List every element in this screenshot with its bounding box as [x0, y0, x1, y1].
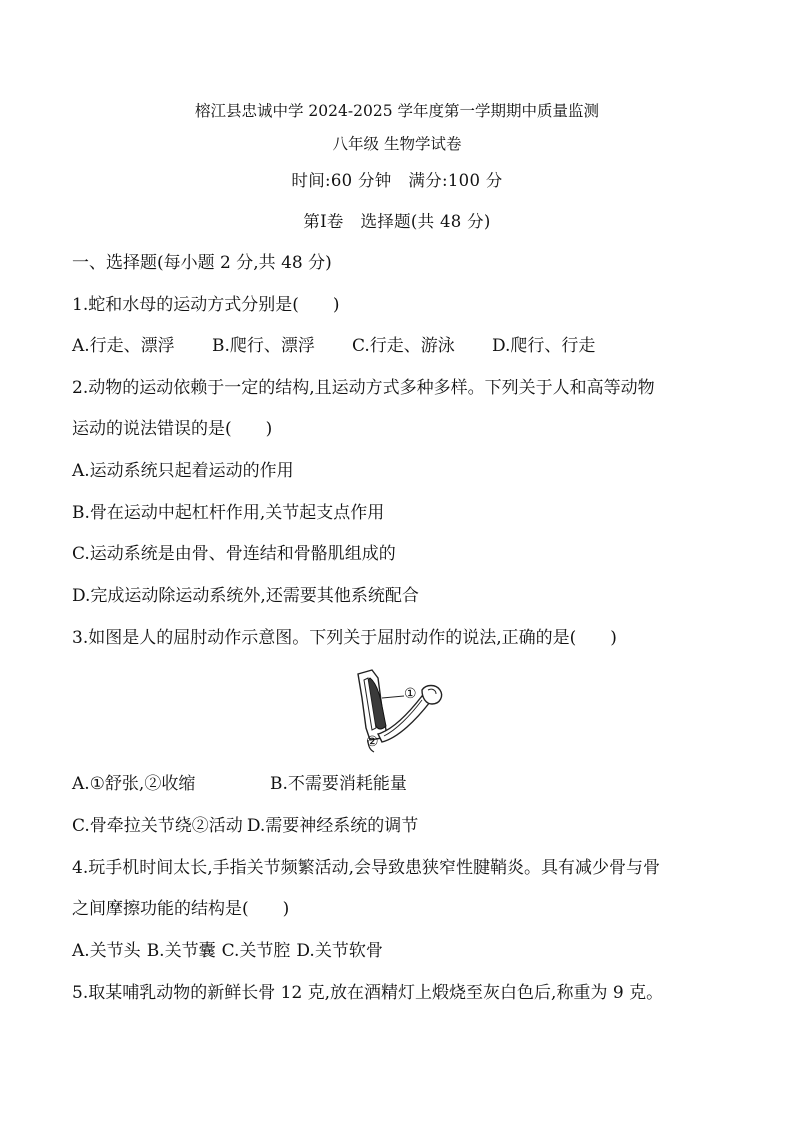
option-d: D.爬行、行走: [492, 336, 596, 356]
part-heading: 第Ⅰ卷 选择题(共 48 分): [303, 212, 491, 231]
figure-label-1: ①: [404, 686, 417, 702]
option-b: B.不需要消耗能量: [270, 774, 407, 794]
question-3-options-row-2: [72, 815, 418, 837]
question-4-stem-line-1: 4.玩手机时间太长,手指关节频繁活动,会导致患狭窄性腱鞘炎。具有减少骨与骨: [72, 858, 661, 878]
exam-title: 榕江县忠诚中学 2024-2025 学年度第一学期期中质量监测: [195, 102, 599, 120]
question-1-options: [72, 335, 595, 357]
elbow-flexion-figure: [352, 668, 447, 754]
question-2-option-d: D.完成运动除运动系统外,还需要其他系统配合: [72, 586, 419, 606]
option-a: A.①舒张,②收缩: [72, 774, 196, 794]
question-3-options-row-1: [72, 773, 407, 795]
question-4-stem-line-2: 之间摩擦功能的结构是( ): [72, 899, 290, 919]
question-2-option-a: A.运动系统只起着运动的作用: [72, 461, 294, 481]
option-c: C.行走、游泳: [352, 336, 455, 356]
question-3-stem: 3.如图是人的屈肘动作示意图。下列关于屈肘动作的说法,正确的是( ): [72, 628, 617, 648]
option-b: B.关节囊: [146, 941, 216, 961]
question-2-option-c: C.运动系统是由骨、骨连结和骨骼肌组成的: [72, 544, 396, 564]
exam-time-score: 时间:60 分钟 满分:100 分: [291, 171, 503, 190]
question-2-option-b: B.骨在运动中起杠杆作用,关节起支点作用: [72, 503, 385, 523]
option-d: D.需要神经系统的调节: [246, 816, 419, 836]
option-d: D.关节软骨: [296, 941, 383, 961]
option-a: A.关节头: [72, 941, 141, 961]
question-2-stem-line-2: 运动的说法错误的是( ): [72, 419, 273, 439]
option-c: C.关节腔: [221, 941, 291, 961]
figure-label-2: ②: [366, 734, 379, 750]
question-2-stem-line-1: 2.动物的运动依赖于一定的结构,且运动方式多种多样。下列关于人和高等动物: [72, 378, 655, 398]
option-c: C.骨牵拉关节绕②活动: [72, 816, 243, 836]
section-heading: 一、选择题(每小题 2 分,共 48 分): [72, 253, 332, 273]
exam-subtitle: 八年级 生物学试卷: [332, 135, 462, 153]
option-a: A.行走、漂浮: [72, 336, 175, 356]
question-5-stem: 5.取某哺乳动物的新鲜长骨 12 克,放在酒精灯上煅烧至灰白色后,称重为 9 克。: [72, 983, 664, 1003]
option-b: B.爬行、漂浮: [212, 336, 315, 356]
question-4-options: [72, 940, 383, 962]
question-1-stem: 1.蛇和水母的运动方式分别是( ): [72, 295, 340, 315]
